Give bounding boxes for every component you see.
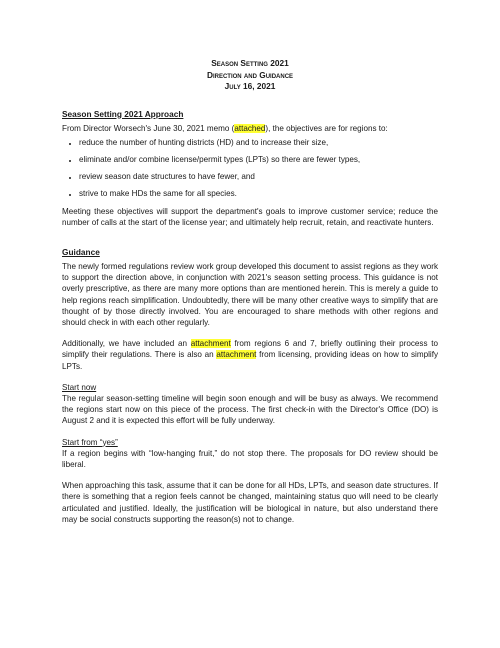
para2-text-b: from regions 6 and 7, briefly outlining their process to simplify their regulations. There is also an [62, 339, 438, 360]
approach-intro [62, 123, 438, 134]
start-now-heading: Start now [62, 382, 97, 392]
approach-closing-paragraph: Meeting these objectives will support the department's goals to improve customer service; reduce the number of calls at the start of the license year; and ultimately help recruit, retain, and reactivate hunters. [62, 206, 438, 227]
start-now-paragraph: The regular season-setting timeline will begin soon enough and will be busy as always. We recommend the regions start now on this piece of the process. The first check-in with the Director's Office (DO) is August 2 and it is expected this effort will be fully underway. [62, 393, 438, 426]
title-block [62, 58, 438, 93]
objective-item: • review season date structures to have fewer, and [79, 171, 438, 182]
guidance-paragraph-2 [62, 338, 438, 372]
para2-text-a: Additionally, we have included an [62, 339, 191, 349]
guidance-heading: Guidance [62, 246, 100, 257]
start-yes-heading: Start from “yes” [62, 437, 118, 447]
approach-heading: Season Setting 2021 Approach [62, 108, 184, 119]
objectives-list [62, 137, 438, 200]
approach-task-paragraph: When approaching this task, assume that it can be done for all HDs, LPTs, and season date structures. If there is something that a region feels cannot be changed, maintaining status quo will need to be clearly articulated and justified. Ideally, the justification will be biological in nature, but also understand there may be social constructs supporting the reason(s) not to change. [62, 481, 438, 524]
para2-text-c: from licensing, providing ideas on how to simplify LPTs. [62, 350, 438, 371]
objective-item: • eliminate and/or combine license/permit types (LPTs) so there are fewer types, [79, 154, 438, 165]
objective-item: • reduce the number of hunting districts (HD) and to increase their size, [79, 137, 438, 148]
document-date: July 16, 2021 [224, 81, 276, 91]
licensing-attachment-link[interactable]: attachment [216, 350, 257, 360]
intro-text-before: From Director Worsech's June 30, 2021 memo ( [62, 123, 235, 133]
document-subtitle: Direction and Guidance [206, 69, 294, 80]
start-yes-paragraph: If a region begins with “low-hanging fruit,” do not stop there. The proposals for DO review should be liberal. [62, 448, 438, 469]
guidance-paragraph-1: The newly formed regulations review work group developed this document to assist regions as they work to support the direction above, in conjunction with 2021's season setting process. This guidance is not overly prescriptive, as there are many more options than are mentioned herein. This is merely a guide to help regions reach simplification. Undoubtedly, there will be many other creative ways to simplify that are thought of by those directly involved. You are encouraged to share methods with other regions and should check in with each other regularly. [62, 261, 438, 327]
objective-item: • strive to make HDs the same for all species. [79, 188, 438, 199]
attached-memo-link[interactable]: attached [234, 123, 266, 133]
document-title: Season Setting 2021 [211, 58, 289, 68]
regions-attachment-link[interactable]: attachment [190, 339, 231, 349]
intro-text-after: ), the objectives are for regions to: [265, 123, 388, 133]
